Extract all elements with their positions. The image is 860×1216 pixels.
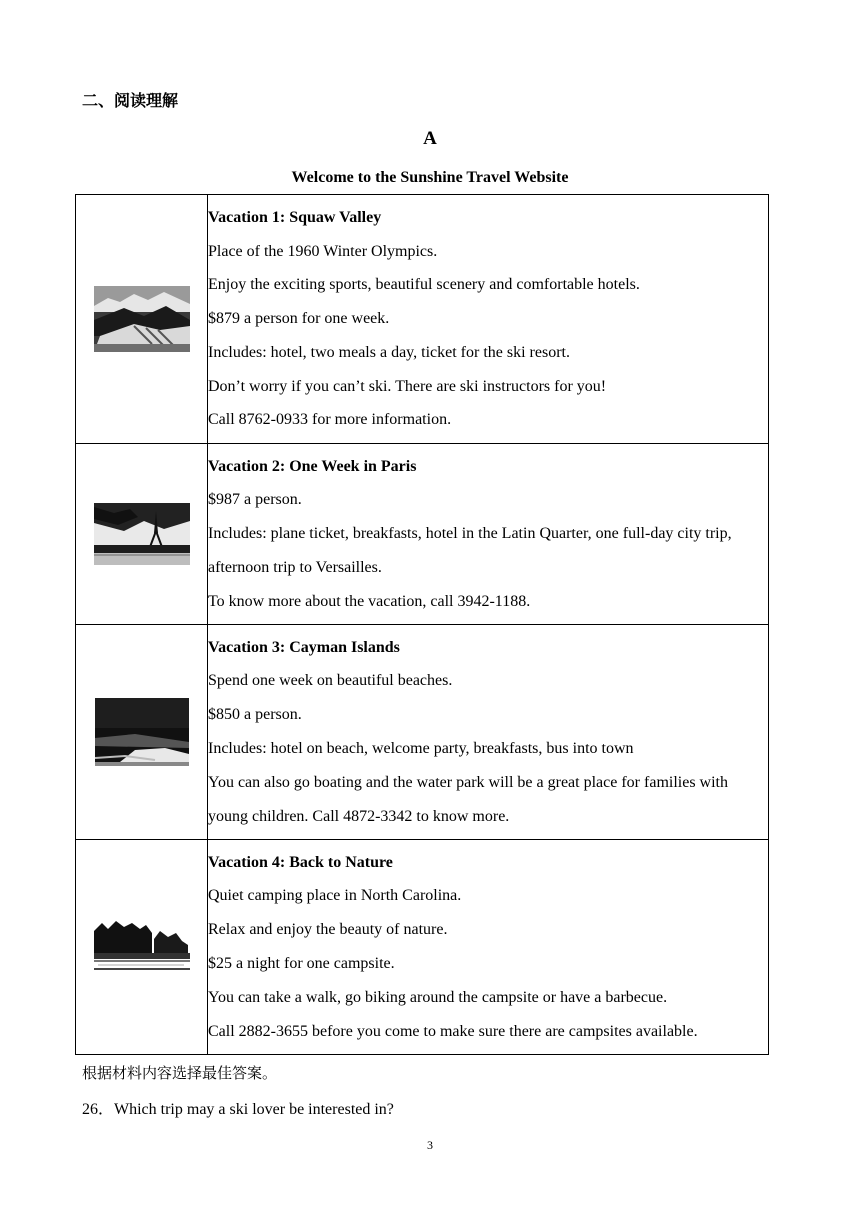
vacation-row-4 bbox=[76, 840, 769, 1055]
passage-title: Welcome to the Sunshine Travel Website bbox=[291, 169, 569, 186]
vacation-3-line-4: You can also go boating and the water park will be a great place for families with young children. Call 4872-3342 to know more. bbox=[208, 773, 728, 825]
vacation-3-image-cell bbox=[76, 625, 208, 840]
section-heading: 二、阅读理解 bbox=[82, 91, 179, 110]
vacation-2-line-1: $987 a person. bbox=[208, 491, 302, 509]
vacation-4-line-1: Quiet camping place in North Carolina. bbox=[208, 887, 462, 905]
vacation-2-image-cell bbox=[76, 444, 208, 625]
vacation-row-2 bbox=[76, 444, 769, 625]
vacation-4-title: Vacation 4: Back to Nature bbox=[208, 853, 393, 871]
vacation-1-line-4: Includes: hotel, two meals a day, ticket for the ski resort. bbox=[208, 343, 570, 361]
lake-trees-photo-icon bbox=[94, 917, 190, 977]
vacation-1-line-3: $879 a person for one week. bbox=[208, 310, 390, 328]
mountain-ski-photo-icon bbox=[94, 286, 190, 352]
vacation-3-line-2: $850 a person. bbox=[208, 706, 302, 724]
vacation-3-line-3: Includes: hotel on beach, welcome party, breakfasts, bus into town bbox=[208, 740, 634, 757]
vacation-2-line-2: Includes: plane ticket, breakfasts, hotel in the Latin Quarter, one full-day city trip, afternoon trip to Versailles. bbox=[208, 525, 732, 576]
vacation-1-line-6: Call 8762-0933 for more information. bbox=[208, 411, 452, 429]
vacation-row-3 bbox=[76, 625, 769, 840]
vacation-4-line-5: Call 2882-3655 before you come to make sure there are campsites available. bbox=[208, 1022, 698, 1040]
vacation-4-line-4: You can take a walk, go biking around the campsite or have a barbecue. bbox=[208, 988, 668, 1006]
passage-letter: A bbox=[423, 128, 437, 149]
vacation-4-image-cell bbox=[76, 840, 208, 1055]
vacation-3-line-1: Spend one week on beautiful beaches. bbox=[208, 672, 453, 690]
vacation-1-text bbox=[208, 195, 769, 444]
vacation-row-1 bbox=[76, 195, 769, 444]
beach-photo-icon bbox=[95, 698, 189, 766]
vacation-2-title: Vacation 2: One Week in Paris bbox=[208, 457, 417, 475]
vacations-table bbox=[75, 194, 769, 1055]
vacation-1-line-2: Enjoy the exciting sports, beautiful scenery and comfortable hotels. bbox=[208, 276, 640, 294]
vacation-1-line-5: Don’t worry if you can’t ski. There are ski instructors for you! bbox=[208, 377, 607, 395]
paris-eiffel-photo-icon bbox=[94, 503, 190, 565]
vacation-1-image-cell bbox=[76, 195, 208, 444]
vacation-4-line-3: $25 a night for one campsite. bbox=[208, 955, 395, 972]
vacation-2-text bbox=[208, 444, 769, 625]
answer-instruction: 根据材料内容选择最佳答案。 bbox=[82, 1064, 278, 1082]
vacation-3-title: Vacation 3: Cayman Islands bbox=[208, 638, 400, 656]
vacation-1-line-1: Place of the 1960 Winter Olympics. bbox=[208, 242, 438, 260]
vacation-1-title: Vacation 1: Squaw Valley bbox=[208, 208, 382, 226]
vacation-4-text bbox=[208, 840, 769, 1055]
page-number: 3 bbox=[427, 1138, 433, 1152]
vacation-3-text bbox=[208, 625, 769, 840]
vacation-2-line-3: To know more about the vacation, call 3942-1188. bbox=[208, 592, 531, 610]
question-26: 26．Which trip may a ski lover be interested in? bbox=[82, 1101, 394, 1118]
vacation-4-line-2: Relax and enjoy the beauty of nature. bbox=[208, 921, 448, 939]
